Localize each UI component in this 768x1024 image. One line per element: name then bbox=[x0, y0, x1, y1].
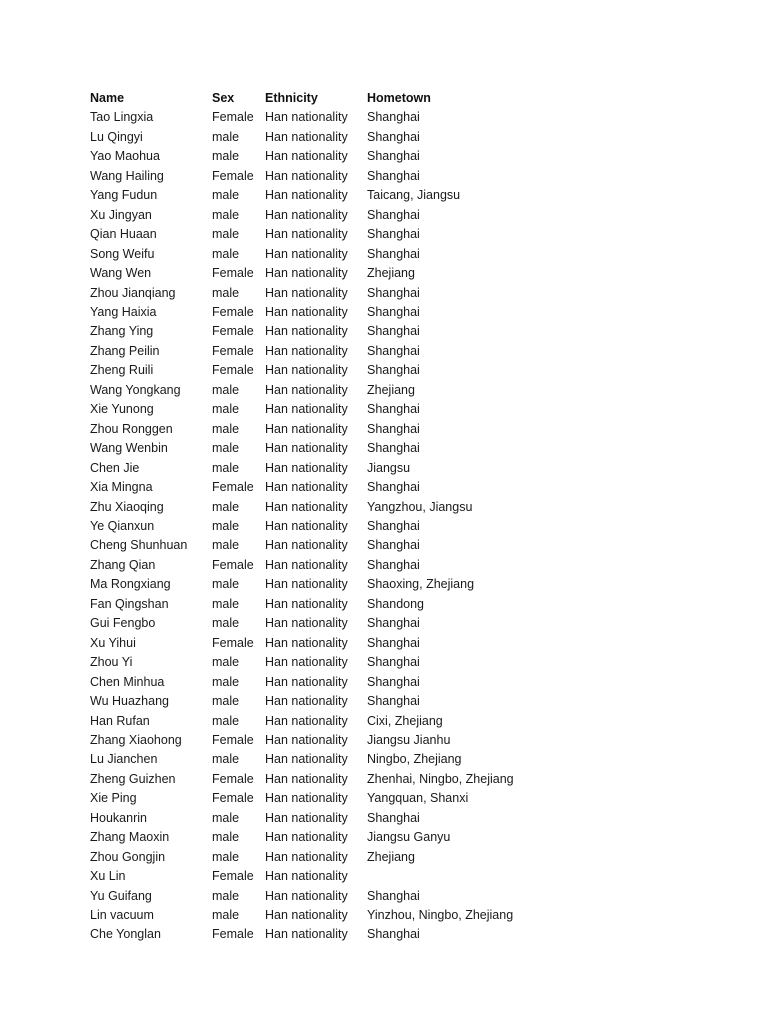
cell-sex: Female bbox=[212, 168, 254, 183]
roster-table bbox=[90, 89, 530, 945]
roster-sheet bbox=[90, 89, 530, 945]
cell-ethnicity: Han nationality bbox=[265, 168, 348, 183]
cell-ethnicity: Han nationality bbox=[265, 674, 348, 689]
roster-body bbox=[90, 108, 530, 944]
cell-ethnicity: Han nationality bbox=[265, 810, 348, 825]
cell-sex: male bbox=[212, 849, 240, 864]
cell-name: Qian Huaan bbox=[90, 227, 157, 242]
cell-ethnicity: Han nationality bbox=[265, 655, 348, 670]
cell-name: Wang Hailing bbox=[90, 168, 164, 183]
cell-sex: male bbox=[212, 129, 240, 144]
cell-ethnicity: Han nationality bbox=[265, 577, 348, 592]
cell-hometown: Shanghai bbox=[367, 110, 420, 125]
cell-ethnicity: Han nationality bbox=[265, 908, 348, 923]
cell-hometown: Zhejiang bbox=[367, 849, 415, 864]
cell-sex: male bbox=[212, 441, 240, 456]
table-row bbox=[90, 634, 530, 653]
cell-sex: male bbox=[212, 149, 240, 164]
table-row bbox=[90, 264, 530, 283]
cell-hometown: Shanghai bbox=[367, 285, 420, 300]
cell-sex: male bbox=[212, 674, 240, 689]
cell-sex: male bbox=[212, 402, 240, 417]
cell-name: Lu Jianchen bbox=[90, 752, 158, 767]
table-row bbox=[90, 867, 530, 886]
cell-hometown: Yangquan, Shanxi bbox=[367, 791, 469, 806]
cell-name: Zhang Ying bbox=[90, 324, 154, 339]
cell-hometown: Shanghai bbox=[367, 246, 420, 261]
cell-name: Wang Wen bbox=[90, 266, 152, 281]
table-row bbox=[90, 342, 530, 361]
table-row bbox=[90, 206, 530, 225]
table-row bbox=[90, 925, 530, 944]
cell-sex: Female bbox=[212, 791, 254, 806]
cell-name: Wang Yongkang bbox=[90, 382, 181, 397]
cell-hometown: Shanghai bbox=[367, 441, 420, 456]
table-row bbox=[90, 459, 530, 478]
cell-sex: male bbox=[212, 694, 240, 709]
cell-ethnicity: Han nationality bbox=[265, 246, 348, 261]
cell-name: Zhou Ronggen bbox=[90, 421, 173, 436]
cell-ethnicity: Han nationality bbox=[265, 713, 348, 728]
cell-sex: male bbox=[212, 752, 240, 767]
cell-ethnicity: Han nationality bbox=[265, 869, 348, 884]
cell-ethnicity: Han nationality bbox=[265, 849, 348, 864]
cell-hometown: Shanghai bbox=[367, 655, 420, 670]
cell-name: Zhang Maoxin bbox=[90, 830, 170, 845]
cell-sex: Female bbox=[212, 324, 254, 339]
cell-name: Zhu Xiaoqing bbox=[90, 499, 164, 514]
cell-sex: Female bbox=[212, 110, 254, 125]
cell-ethnicity: Han nationality bbox=[265, 207, 348, 222]
cell-sex: male bbox=[212, 810, 240, 825]
cell-hometown: Jiangsu bbox=[367, 460, 411, 475]
table-row bbox=[90, 361, 530, 380]
cell-hometown bbox=[367, 867, 530, 886]
cell-name: Zheng Guizhen bbox=[90, 771, 176, 786]
table-row bbox=[90, 692, 530, 711]
header-sex: Sex bbox=[212, 91, 235, 105]
cell-name: Zhang Xiaohong bbox=[90, 732, 182, 747]
table-row bbox=[90, 186, 530, 205]
cell-name: Xie Yunong bbox=[90, 402, 154, 417]
table-row bbox=[90, 536, 530, 555]
table-row bbox=[90, 147, 530, 166]
cell-name: Cheng Shunhuan bbox=[90, 538, 188, 553]
cell-ethnicity: Han nationality bbox=[265, 129, 348, 144]
cell-ethnicity: Han nationality bbox=[265, 499, 348, 514]
table-row bbox=[90, 556, 530, 575]
cell-sex: male bbox=[212, 888, 240, 903]
cell-sex: male bbox=[212, 655, 240, 670]
cell-name: Ye Qianxun bbox=[90, 518, 155, 533]
cell-name: Gui Fengbo bbox=[90, 616, 156, 631]
cell-hometown: Shanghai bbox=[367, 363, 420, 378]
cell-sex: male bbox=[212, 207, 240, 222]
cell-hometown: Shanghai bbox=[367, 343, 420, 358]
cell-ethnicity: Han nationality bbox=[265, 460, 348, 475]
cell-name: Han Rufan bbox=[90, 713, 150, 728]
cell-name: Yang Fudun bbox=[90, 188, 158, 203]
cell-name: Zheng Ruili bbox=[90, 363, 154, 378]
cell-sex: male bbox=[212, 713, 240, 728]
table-row bbox=[90, 400, 530, 419]
cell-hometown: Shanghai bbox=[367, 635, 420, 650]
table-row bbox=[90, 225, 530, 244]
cell-name: Zhou Yi bbox=[90, 655, 133, 670]
table-row bbox=[90, 789, 530, 808]
cell-hometown: Zhejiang bbox=[367, 266, 415, 281]
cell-hometown: Ningbo, Zhejiang bbox=[367, 752, 462, 767]
cell-ethnicity: Han nationality bbox=[265, 227, 348, 242]
cell-sex: male bbox=[212, 227, 240, 242]
cell-name: Ma Rongxiang bbox=[90, 577, 171, 592]
table-row bbox=[90, 517, 530, 536]
cell-hometown: Shanghai bbox=[367, 674, 420, 689]
table-row bbox=[90, 108, 530, 127]
cell-ethnicity: Han nationality bbox=[265, 421, 348, 436]
table-row bbox=[90, 167, 530, 186]
cell-sex: male bbox=[212, 246, 240, 261]
cell-ethnicity: Han nationality bbox=[265, 441, 348, 456]
table-row bbox=[90, 439, 530, 458]
cell-hometown: Shanghai bbox=[367, 616, 420, 631]
cell-hometown: Jiangsu Ganyu bbox=[367, 830, 451, 845]
cell-sex: Female bbox=[212, 771, 254, 786]
cell-ethnicity: Han nationality bbox=[265, 791, 348, 806]
table-row bbox=[90, 653, 530, 672]
cell-hometown: Shanghai bbox=[367, 304, 420, 319]
cell-ethnicity: Han nationality bbox=[265, 732, 348, 747]
table-row bbox=[90, 770, 530, 789]
cell-ethnicity: Han nationality bbox=[265, 110, 348, 125]
header-name: Name bbox=[90, 91, 125, 105]
cell-name: Houkanrin bbox=[90, 810, 147, 825]
cell-name: Lu Qingyi bbox=[90, 129, 143, 144]
cell-name: Chen Jie bbox=[90, 460, 140, 475]
cell-ethnicity: Han nationality bbox=[265, 888, 348, 903]
cell-sex: Female bbox=[212, 927, 254, 942]
cell-sex: Female bbox=[212, 869, 254, 884]
cell-name: Xie Ping bbox=[90, 791, 137, 806]
cell-hometown: Cixi, Zhejiang bbox=[367, 713, 443, 728]
cell-hometown: Shaoxing, Zhejiang bbox=[367, 577, 475, 592]
cell-hometown: Zhejiang bbox=[367, 382, 415, 397]
table-row bbox=[90, 128, 530, 147]
header-hometown: Hometown bbox=[367, 91, 431, 105]
cell-ethnicity: Han nationality bbox=[265, 304, 348, 319]
cell-sex: male bbox=[212, 421, 240, 436]
cell-name: Zhang Peilin bbox=[90, 343, 160, 358]
table-row bbox=[90, 498, 530, 517]
table-row bbox=[90, 887, 530, 906]
table-row bbox=[90, 712, 530, 731]
table-row bbox=[90, 381, 530, 400]
cell-hometown: Shanghai bbox=[367, 149, 420, 164]
header-ethnicity: Ethnicity bbox=[265, 91, 318, 105]
table-row bbox=[90, 284, 530, 303]
cell-name: Xu Lin bbox=[90, 869, 126, 884]
cell-hometown: Shanghai bbox=[367, 129, 420, 144]
cell-sex: male bbox=[212, 518, 240, 533]
cell-name: Song Weifu bbox=[90, 246, 155, 261]
cell-ethnicity: Han nationality bbox=[265, 538, 348, 553]
table-row bbox=[90, 848, 530, 867]
cell-ethnicity: Han nationality bbox=[265, 927, 348, 942]
cell-sex: male bbox=[212, 460, 240, 475]
cell-hometown: Shanghai bbox=[367, 324, 420, 339]
cell-ethnicity: Han nationality bbox=[265, 324, 348, 339]
cell-sex: male bbox=[212, 616, 240, 631]
cell-name: Wang Wenbin bbox=[90, 441, 168, 456]
table-row bbox=[90, 575, 530, 594]
cell-ethnicity: Han nationality bbox=[265, 616, 348, 631]
cell-name: Xu Yihui bbox=[90, 635, 136, 650]
cell-ethnicity: Han nationality bbox=[265, 188, 348, 203]
cell-name: Fan Qingshan bbox=[90, 596, 169, 611]
cell-sex: male bbox=[212, 596, 240, 611]
cell-hometown: Shandong bbox=[367, 596, 425, 611]
cell-hometown: Zhenhai, Ningbo, Zhejiang bbox=[367, 771, 514, 786]
cell-hometown: Shanghai bbox=[367, 557, 420, 572]
table-row bbox=[90, 614, 530, 633]
cell-hometown: Shanghai bbox=[367, 480, 420, 495]
cell-hometown: Shanghai bbox=[367, 207, 420, 222]
cell-name: Xia Mingna bbox=[90, 480, 153, 495]
cell-name: Yu Guifang bbox=[90, 888, 152, 903]
table-row bbox=[90, 303, 530, 322]
cell-sex: Female bbox=[212, 266, 254, 281]
cell-name: Chen Minhua bbox=[90, 674, 165, 689]
cell-ethnicity: Han nationality bbox=[265, 518, 348, 533]
cell-sex: Female bbox=[212, 635, 254, 650]
cell-hometown: Shanghai bbox=[367, 810, 420, 825]
cell-sex: Female bbox=[212, 732, 254, 747]
cell-sex: male bbox=[212, 382, 240, 397]
cell-ethnicity: Han nationality bbox=[265, 752, 348, 767]
table-row bbox=[90, 906, 530, 925]
cell-sex: Female bbox=[212, 343, 254, 358]
cell-sex: male bbox=[212, 538, 240, 553]
cell-ethnicity: Han nationality bbox=[265, 266, 348, 281]
cell-ethnicity: Han nationality bbox=[265, 830, 348, 845]
cell-hometown: Shanghai bbox=[367, 518, 420, 533]
cell-sex: Female bbox=[212, 304, 254, 319]
table-row bbox=[90, 750, 530, 769]
cell-hometown: Shanghai bbox=[367, 227, 420, 242]
cell-name: Xu Jingyan bbox=[90, 207, 152, 222]
cell-name: Zhou Gongjin bbox=[90, 849, 166, 864]
cell-hometown: Yinzhou, Ningbo, Zhejiang bbox=[367, 908, 514, 923]
cell-ethnicity: Han nationality bbox=[265, 382, 348, 397]
table-row bbox=[90, 322, 530, 341]
cell-name: Wu Huazhang bbox=[90, 694, 169, 709]
cell-ethnicity: Han nationality bbox=[265, 363, 348, 378]
cell-ethnicity: Han nationality bbox=[265, 285, 348, 300]
cell-ethnicity: Han nationality bbox=[265, 343, 348, 358]
cell-sex: male bbox=[212, 188, 240, 203]
cell-hometown: Jiangsu Jianhu bbox=[367, 732, 451, 747]
header-row bbox=[90, 89, 530, 108]
cell-hometown: Yangzhou, Jiangsu bbox=[367, 499, 473, 514]
cell-ethnicity: Han nationality bbox=[265, 480, 348, 495]
cell-hometown: Shanghai bbox=[367, 888, 420, 903]
cell-ethnicity: Han nationality bbox=[265, 596, 348, 611]
cell-sex: Female bbox=[212, 363, 254, 378]
cell-hometown: Shanghai bbox=[367, 168, 420, 183]
cell-ethnicity: Han nationality bbox=[265, 557, 348, 572]
table-row bbox=[90, 731, 530, 750]
cell-sex: male bbox=[212, 499, 240, 514]
cell-name: Zhou Jianqiang bbox=[90, 285, 176, 300]
cell-sex: male bbox=[212, 908, 240, 923]
cell-ethnicity: Han nationality bbox=[265, 402, 348, 417]
cell-ethnicity: Han nationality bbox=[265, 149, 348, 164]
cell-name: Che Yonglan bbox=[90, 927, 161, 942]
cell-ethnicity: Han nationality bbox=[265, 635, 348, 650]
cell-sex: Female bbox=[212, 557, 254, 572]
cell-ethnicity: Han nationality bbox=[265, 771, 348, 786]
cell-hometown: Shanghai bbox=[367, 694, 420, 709]
cell-name: Zhang Qian bbox=[90, 557, 156, 572]
cell-sex: male bbox=[212, 830, 240, 845]
table-row bbox=[90, 595, 530, 614]
table-row bbox=[90, 245, 530, 264]
cell-name: Tao Lingxia bbox=[90, 110, 154, 125]
table-row bbox=[90, 420, 530, 439]
cell-sex: male bbox=[212, 577, 240, 592]
cell-ethnicity: Han nationality bbox=[265, 694, 348, 709]
table-row bbox=[90, 828, 530, 847]
cell-name: Lin vacuum bbox=[90, 908, 154, 923]
cell-name: Yao Maohua bbox=[90, 149, 160, 164]
table-row bbox=[90, 809, 530, 828]
cell-sex: male bbox=[212, 285, 240, 300]
cell-hometown: Taicang, Jiangsu bbox=[367, 188, 461, 203]
cell-hometown: Shanghai bbox=[367, 421, 420, 436]
cell-name: Yang Haixia bbox=[90, 304, 157, 319]
cell-sex: Female bbox=[212, 480, 254, 495]
cell-hometown: Shanghai bbox=[367, 538, 420, 553]
cell-hometown: Shanghai bbox=[367, 927, 420, 942]
table-row bbox=[90, 673, 530, 692]
cell-hometown: Shanghai bbox=[367, 402, 420, 417]
table-row bbox=[90, 478, 530, 497]
